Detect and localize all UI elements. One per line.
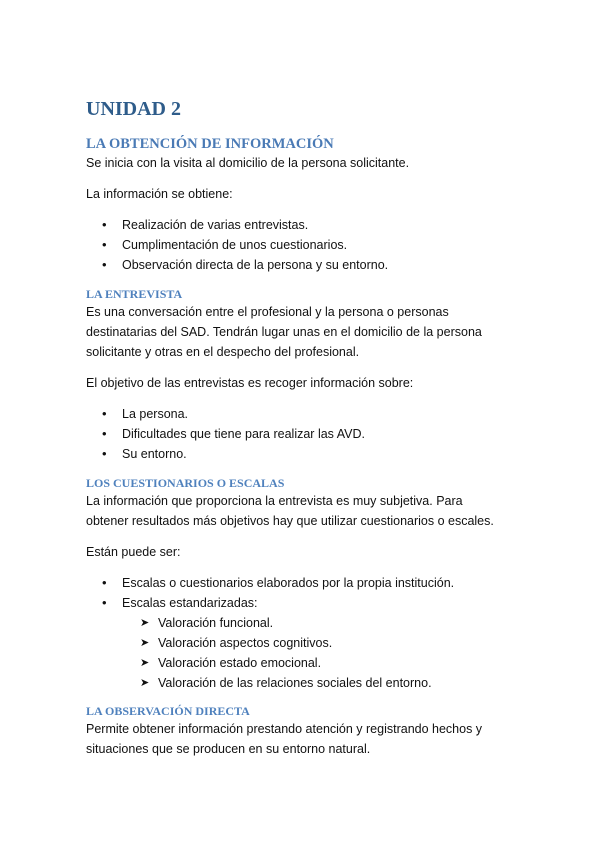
questionnaires-list xyxy=(86,573,526,613)
list-item: • Su entorno. xyxy=(86,444,526,464)
list-item: • Dificultades que tiene para realizar las AVD. xyxy=(86,424,526,444)
list-item: • Realización de varias entrevistas. xyxy=(86,215,526,235)
list-item: • La persona. xyxy=(86,404,526,424)
interview-objective: El objetivo de las entrevistas es recoger información sobre: xyxy=(86,376,414,390)
sub-list-item: ➤ Valoración funcional. xyxy=(86,613,526,633)
text-line: destinatarias del SAD. Tendrán lugar unas en el domicilio de la persona xyxy=(86,325,482,339)
interview-title: LA ENTREVISTA xyxy=(86,287,183,301)
list-item: • Observación directa de la persona y su entorno. xyxy=(86,255,526,275)
obtain-intro: La información se obtiene: xyxy=(86,187,233,201)
questionnaires-paragraph xyxy=(86,491,526,531)
standardized-scales-list xyxy=(86,613,526,693)
observation-title: LA OBSERVACIÓN DIRECTA xyxy=(86,704,250,718)
text-line: Es una conversación entre el profesional y la persona o personas xyxy=(86,305,449,319)
text-line: La información que proporciona la entrevista es muy subjetiva. Para xyxy=(86,494,463,508)
list-item: • Cumplimentación de unos cuestionarios. xyxy=(86,235,526,255)
text-line: solicitante y otras en el despecho del profesional. xyxy=(86,345,360,359)
questionnaires-types-intro: Están puede ser: xyxy=(86,545,181,559)
text-line: Permite obtener información prestando atención y registrando hechos y xyxy=(86,722,483,736)
text-line: obtener resultados más objetivos hay que utilizar cuestionarios o escales. xyxy=(86,514,494,528)
observation-paragraph xyxy=(86,719,526,759)
interview-list xyxy=(86,404,526,464)
section-title: LA OBTENCIÓN DE INFORMACIÓN xyxy=(86,136,334,152)
sub-list-item: ➤ Valoración aspectos cognitivos. xyxy=(86,633,526,653)
text-line: situaciones que se producen en su entorno natural. xyxy=(86,742,371,756)
sub-list-item: ➤ Valoración estado emocional. xyxy=(86,653,526,673)
sub-list-item: ➤ Valoración de las relaciones sociales del entorno. xyxy=(86,673,526,693)
obtain-list xyxy=(86,215,526,275)
intro-text: Se inicia con la visita al domicilio de la persona solicitante. xyxy=(86,156,410,170)
unit-title: UNIDAD 2 xyxy=(86,98,181,120)
document-page xyxy=(86,95,526,759)
interview-paragraph xyxy=(86,302,526,362)
list-item: • Escalas o cuestionarios elaborados por la propia institución. xyxy=(86,573,526,593)
questionnaires-title: LOS CUESTIONARIOS O ESCALAS xyxy=(86,476,285,490)
list-item: • Escalas estandarizadas: xyxy=(86,593,526,613)
